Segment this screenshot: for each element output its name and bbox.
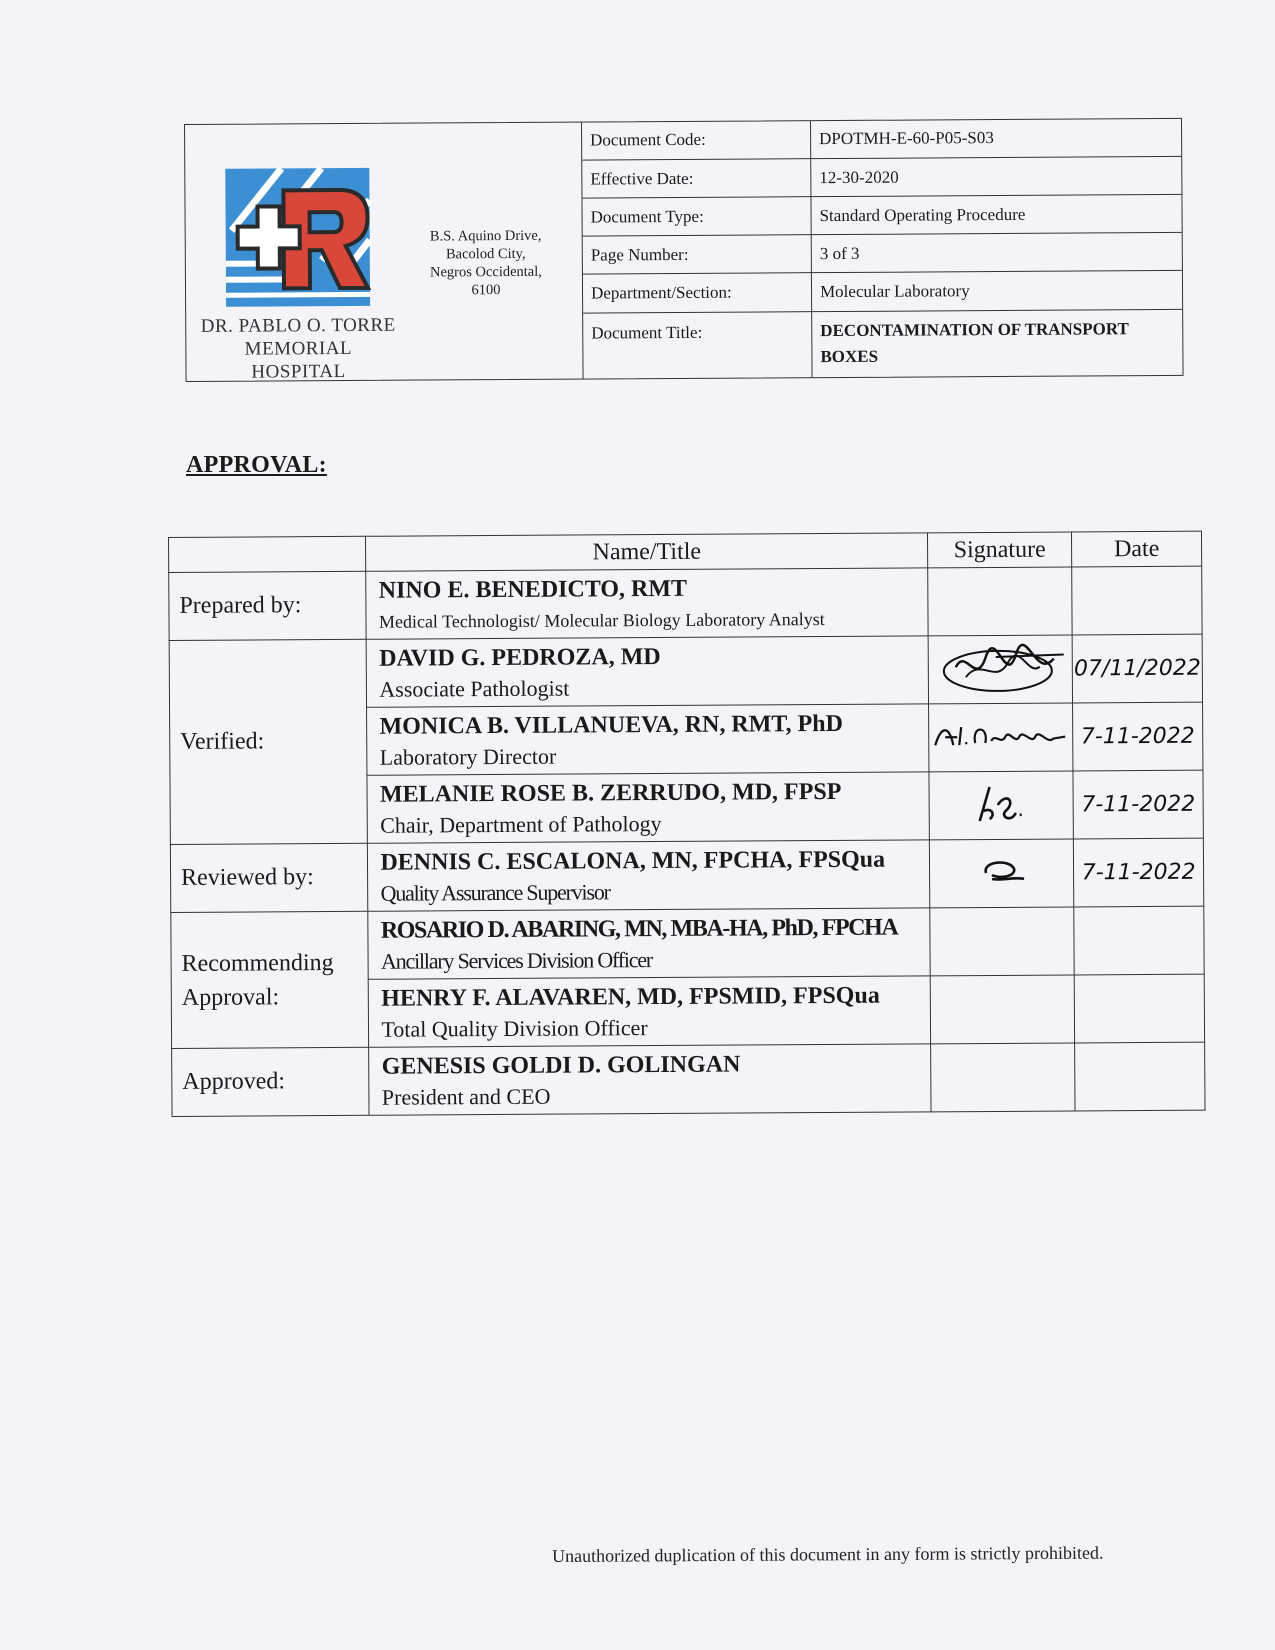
person-cell [366, 568, 928, 639]
blank-header-cell [169, 536, 367, 572]
role-verified: Verified: [169, 639, 368, 844]
person-name: HENRY F. ALAVAREN, MD, FPSMID, FPSQua [381, 982, 880, 1012]
info-label: Department/Section: [583, 273, 812, 313]
name-title-header: Name/Title [366, 533, 928, 571]
person-title: President and CEO [381, 1083, 551, 1110]
person-title: Chair, Department of Pathology [380, 810, 662, 838]
person-name: MONICA B. VILLANUEVA, RN, RMT, PhD [379, 710, 844, 740]
handwritten-date: 7-11-2022 [1081, 791, 1196, 818]
handwritten-date: 7-11-2022 [1081, 859, 1196, 886]
role-reviewed: Reviewed by: [170, 843, 368, 912]
signature-cell [929, 771, 1074, 840]
effective-date-value: 12-30-2020 [811, 156, 1182, 196]
info-label: Page Number: [583, 235, 812, 275]
date-header: Date [1072, 531, 1202, 567]
document-info-table [582, 119, 1183, 379]
address-line: B.S. Aquino Drive, [429, 227, 542, 245]
signature-cell [931, 1043, 1076, 1112]
document-header [184, 118, 1184, 382]
handwritten-signature [935, 637, 1065, 698]
address-line: 6100 [471, 282, 501, 299]
info-label: Document Title: [583, 311, 812, 378]
person-name: MELANIE ROSE B. ZERRUDO, MD, FPSP [379, 778, 842, 808]
handwritten-signature [971, 781, 1031, 825]
handwritten-signature [972, 853, 1032, 889]
info-row-page-number [583, 233, 1182, 275]
approval-table-wrap [168, 531, 1206, 1117]
person-cell [367, 636, 929, 707]
date-cell [1073, 770, 1203, 839]
table-row [172, 1042, 1205, 1116]
table-row [171, 906, 1204, 980]
person-name: NINO E. BENEDICTO, RMT [378, 575, 688, 604]
person-title: Laboratory Director [379, 743, 557, 770]
table-row [170, 838, 1203, 912]
info-row-document-code [582, 119, 1181, 160]
role-prepared: Prepared by: [169, 571, 367, 640]
person-name: DAVID G. PEDROZA, MD [379, 643, 661, 672]
person-name: DENNIS C. ESCALONA, MN, FPCHA, FPSQua [380, 846, 886, 876]
approval-table [168, 531, 1206, 1117]
signature-cell [928, 567, 1073, 636]
handwritten-date: 07/11/2022 [1073, 655, 1201, 682]
info-row-effective-date [582, 156, 1181, 198]
hospital-logo [221, 160, 378, 315]
department-value: Molecular Laboratory [811, 271, 1182, 311]
date-cell [1074, 974, 1204, 1043]
person-title: Medical Technologist/ Molecular Biology Laboratory Analyst [378, 608, 825, 632]
signature-cell [929, 703, 1074, 772]
document-code-value: DPOTMH-E-60-P05-S03 [810, 119, 1181, 159]
hospital-branding [185, 123, 584, 381]
person-cell [367, 772, 929, 843]
date-cell [1072, 634, 1202, 703]
person-cell [369, 1044, 931, 1115]
date-cell [1075, 1042, 1205, 1111]
duplication-notice: Unauthorized duplication of this document in any form is strictly prohibited. [552, 1542, 1104, 1566]
signature-cell [928, 635, 1073, 704]
person-cell [368, 908, 930, 979]
person-cell [369, 976, 931, 1047]
person-name: ROSARIO D. ABARING, MN, MBA-HA, PhD, FPCHA [380, 914, 898, 944]
signature-cell [929, 839, 1074, 908]
hospital-name-line2: MEMORIAL HOSPITAL [244, 337, 353, 383]
person-title: Total Quality Division Officer [381, 1015, 648, 1042]
approval-heading: APPROVAL: [186, 452, 327, 478]
signature-cell [930, 975, 1075, 1044]
hospital-name-line1: DR. PABLO O. TORRE [200, 314, 396, 337]
info-label: Effective Date: [582, 159, 811, 199]
table-row [169, 566, 1202, 640]
date-cell [1074, 838, 1204, 907]
signature-cell [930, 907, 1075, 976]
info-row-department [583, 271, 1182, 313]
person-title: Associate Pathologist [379, 675, 570, 702]
info-row-document-title [583, 309, 1182, 379]
handwritten-signature [931, 714, 1071, 755]
signature-header: Signature [928, 532, 1072, 568]
document-title-value: DECONTAMINATION OF TRANSPORT BOXES [820, 319, 1129, 367]
person-title: Quality Assurance Supervisor [380, 879, 610, 906]
page-number-value: 3 of 3 [811, 233, 1182, 273]
person-cell [367, 704, 929, 775]
role-approved: Approved: [172, 1047, 370, 1116]
person-title: Ancillary Services Division Officer [380, 947, 653, 974]
address-line: Negros Occidental, [429, 263, 542, 281]
person-cell [368, 840, 930, 911]
person-name: GENESIS GOLDI D. GOLINGAN [381, 1051, 741, 1080]
info-label: Document Code: [582, 121, 811, 160]
info-row-document-type [582, 195, 1181, 237]
date-cell [1073, 702, 1203, 771]
hospital-name [200, 314, 396, 384]
hospital-address [408, 227, 564, 300]
table-row [169, 634, 1202, 708]
address-line: Bacolod City, [445, 245, 526, 263]
document-type-value: Standard Operating Procedure [811, 195, 1182, 235]
date-cell [1072, 566, 1202, 635]
role-recommending: Recommending Approval: [171, 911, 369, 1048]
handwritten-date: 7-11-2022 [1080, 723, 1195, 750]
info-label: Document Type: [582, 197, 811, 237]
date-cell [1074, 906, 1204, 975]
